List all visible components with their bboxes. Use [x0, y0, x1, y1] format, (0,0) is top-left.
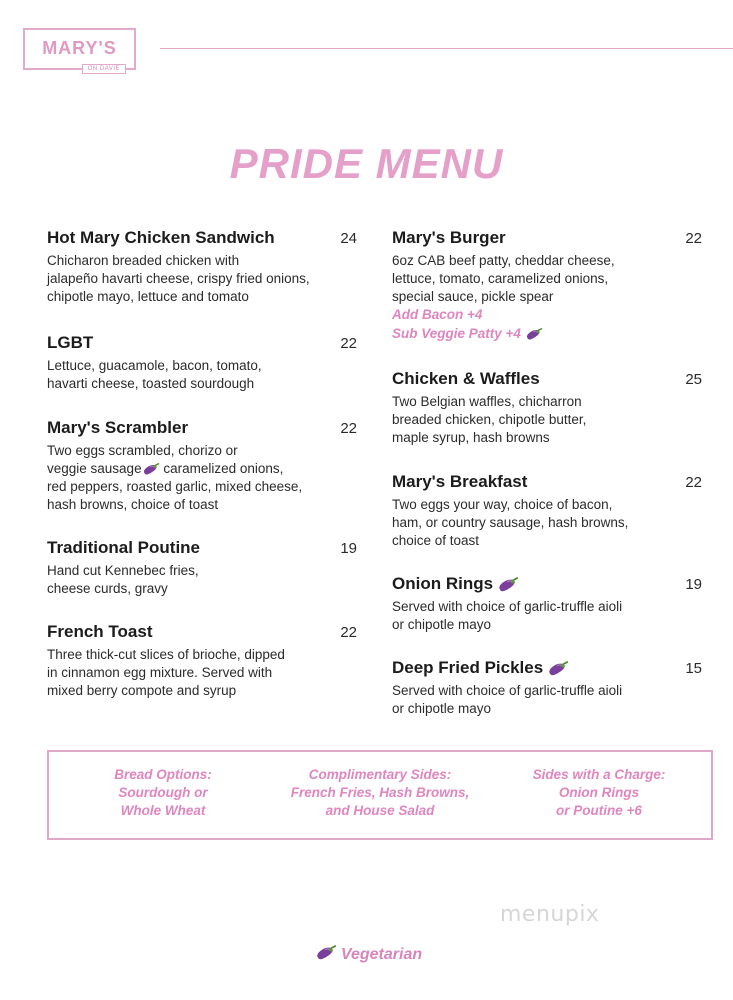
logo-text: MARY'S	[42, 38, 117, 58]
eggplant-icon	[315, 944, 337, 961]
menu-item	[392, 369, 704, 472]
item-name: Onion Rings	[392, 574, 519, 594]
item-name: French Toast	[47, 622, 153, 641]
complimentary-sides: Complimentary Sides: French Fries, Hash Browns, and House Salad	[290, 767, 470, 818]
item-description: Three thick-cut slices of brioche, dipped in cinnamon egg mixture. Served with mixed berry compote and syrup	[47, 647, 285, 698]
watermark: menupix	[500, 902, 600, 927]
item-price: 22	[685, 474, 702, 491]
menu-item	[47, 333, 359, 418]
item-price: 22	[340, 420, 357, 437]
item-name: Traditional Poutine	[47, 538, 201, 557]
menu-item	[392, 574, 704, 658]
item-name: Mary's Scrambler	[47, 418, 189, 437]
item-description: Chicharon breaded chicken with jalapeño havarti cheese, crispy fried onions, chipotle mayo, lettuce and tomato	[47, 253, 310, 304]
logo-subtitle: ON DAVIE	[82, 64, 126, 74]
item-name: Hot Mary Chicken Sandwich	[47, 228, 275, 247]
sides-box	[47, 750, 713, 840]
item-description: 6oz CAB beef patty, cheddar cheese, lettuce, tomato, caramelized onions, special sauce, pickle spear	[392, 253, 615, 304]
item-price: 22	[685, 230, 702, 247]
item-price: 24	[340, 230, 357, 247]
menu-item	[392, 228, 704, 369]
sides-with-charge: Sides with a Charge: Onion Rings or Poutine +6	[532, 767, 666, 818]
menu-column-right	[392, 228, 704, 742]
item-name: Mary's Burger	[392, 228, 506, 247]
item-name: Deep Fried Pickles	[392, 658, 569, 678]
item-description: Two eggs your way, choice of bacon, ham, or country sausage, hash browns, choice of toast	[392, 497, 629, 548]
eggplant-icon	[142, 462, 160, 476]
item-description: Two eggs scrambled, chorizo or veggie sausage caramelized onions, red peppers, roasted garlic, mixed cheese, hash browns, choice of toast	[47, 443, 303, 512]
item-price: 19	[685, 576, 702, 593]
menu-item	[392, 658, 704, 742]
menu-item	[47, 418, 359, 538]
page-title: PRIDE MENU	[229, 140, 504, 187]
eggplant-icon	[497, 576, 519, 593]
item-description: Served with choice of garlic-truffle aioli or chipotle mayo	[392, 683, 623, 716]
menu-item	[392, 472, 704, 574]
item-description: Lettuce, guacamole, bacon, tomato, havarti cheese, toasted sourdough	[47, 358, 262, 391]
menu-item	[47, 622, 359, 712]
item-description: Served with choice of garlic-truffle aioli or chipotle mayo	[392, 599, 623, 632]
header-divider	[160, 48, 733, 49]
bread-options: Bread Options: Sourdough or Whole Wheat	[114, 767, 212, 818]
menu-item	[47, 228, 359, 333]
eggplant-icon	[547, 660, 569, 677]
item-name: LGBT	[47, 333, 94, 352]
menu-column-left	[47, 228, 359, 712]
item-price: 22	[340, 335, 357, 352]
eggplant-icon	[525, 327, 543, 341]
item-description: Hand cut Kennebec fries, cheese curds, gravy	[47, 563, 199, 596]
item-addons: Add Bacon +4 Sub Veggie Patty +4	[392, 306, 704, 343]
vegetarian-legend: Vegetarian	[0, 944, 733, 964]
item-price: 25	[685, 371, 702, 388]
item-name: Mary's Breakfast	[392, 472, 528, 491]
item-price: 15	[685, 660, 702, 677]
item-price: 19	[340, 540, 357, 557]
item-description: Two Belgian waffles, chicharron breaded chicken, chipotle butter, maple syrup, hash browns	[392, 394, 587, 445]
item-name: Chicken & Waffles	[392, 369, 540, 388]
menu-item	[47, 538, 359, 622]
item-price: 22	[340, 624, 357, 641]
logo	[23, 28, 136, 70]
